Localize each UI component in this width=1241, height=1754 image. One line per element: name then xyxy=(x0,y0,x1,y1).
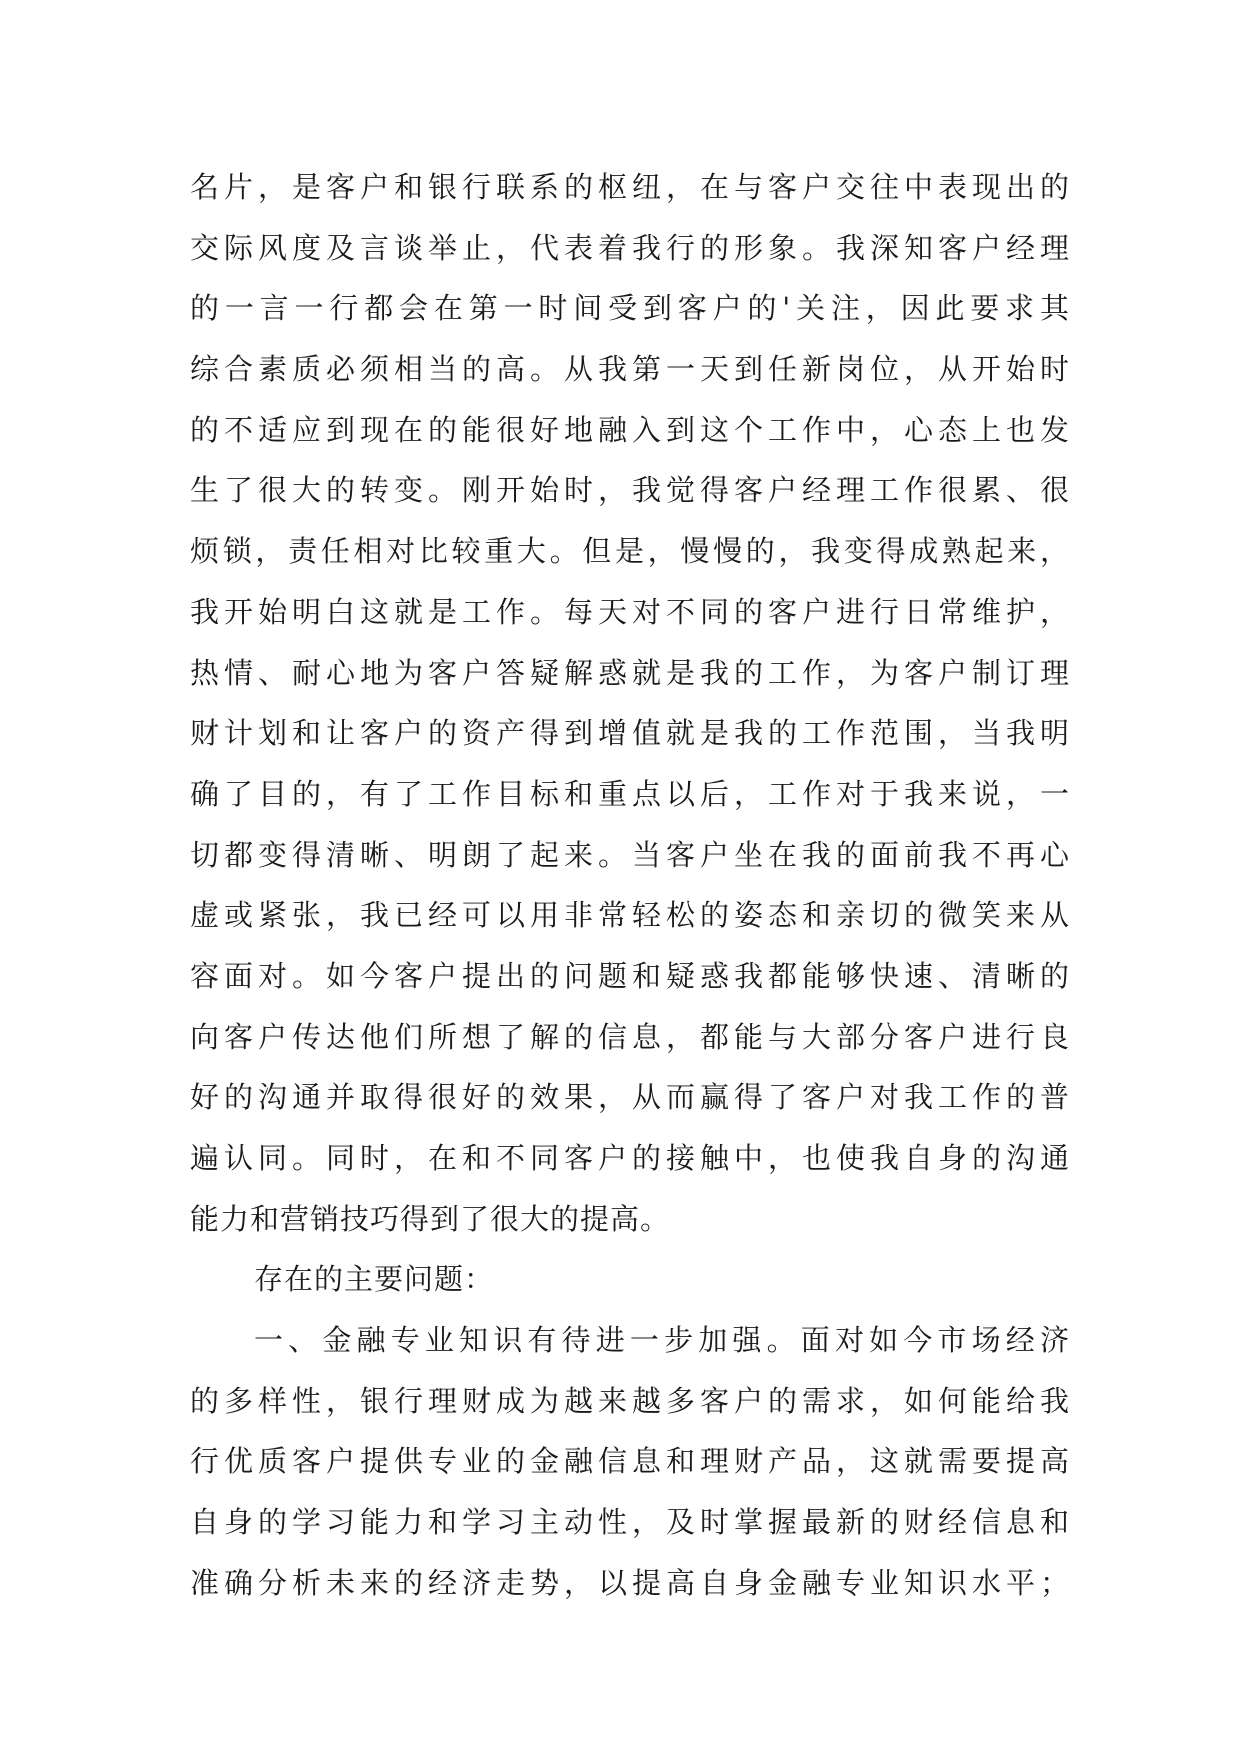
text-line: 名片，是客户和银行联系的枢纽，在与客户交往中表现出的 xyxy=(190,170,1070,204)
text-line: 切都变得清晰、明朗了起来。当客户坐在我的面前我不再心 xyxy=(190,837,1070,872)
text-line: 的一言一行都会在第一时间受到客户的'关注，因此要求其 xyxy=(190,291,1070,326)
text-line: 遍认同。同时，在和不同客户的接触中，也使我自身的沟通 xyxy=(190,1141,1070,1175)
text-line: 综合素质必须相当的高。从我第一天到任新岗位，从开始时 xyxy=(190,352,1070,387)
text-line: 财计划和让客户的资产得到增值就是我的工作范围，当我明 xyxy=(190,716,1070,751)
text-line: 一、金融专业知识有待进一步加强。面对如今市场经济 xyxy=(254,1323,1070,1358)
text-line: 准确分析未来的经济走势，以提高自身金融专业知识水平； xyxy=(190,1565,1070,1600)
text-line: 交际风度及言谈举止，代表着我行的形象。我深知客户经理 xyxy=(190,230,1070,265)
text-line: 热情、耐心地为客户答疑解惑就是我的工作，为客户制订理 xyxy=(190,655,1070,690)
text-line: 能力和营销技巧得到了很大的提高。 xyxy=(190,1201,671,1236)
document-body xyxy=(190,157,1070,1614)
text-line: 确了目的，有了工作目标和重点以后，工作对于我来说，一 xyxy=(190,776,1070,811)
text-line: 存在的主要问题： xyxy=(254,1262,495,1297)
text-line: 我开始明白这就是工作。每天对不同的客户进行日常维护， xyxy=(190,594,1070,629)
text-line: 向客户传达他们所想了解的信息，都能与大部分客户进行良 xyxy=(190,1019,1070,1054)
text-line: 生了很大的转变。刚开始时，我觉得客户经理工作很累、很 xyxy=(190,473,1070,508)
text-line: 容面对。如今客户提出的问题和疑惑我都能够快速、清晰的 xyxy=(190,958,1070,993)
text-line: 行优质客户提供专业的金融信息和理财产品，这就需要提高 xyxy=(190,1444,1070,1479)
text-line: 的不适应到现在的能很好地融入到这个工作中，心态上也发 xyxy=(190,412,1070,447)
text-line: 的多样性，银行理财成为越来越多客户的需求，如何能给我 xyxy=(190,1383,1070,1418)
text-line: 自身的学习能力和学习主动性，及时掌握最新的财经信息和 xyxy=(190,1505,1070,1540)
text-line: 好的沟通并取得很好的效果，从而赢得了客户对我工作的普 xyxy=(190,1080,1070,1115)
text-line: 烦锁，责任相对比较重大。但是，慢慢的，我变得成熟起来， xyxy=(190,534,1070,569)
text-line: 虚或紧张，我已经可以用非常轻松的姿态和亲切的微笑来从 xyxy=(190,898,1070,933)
